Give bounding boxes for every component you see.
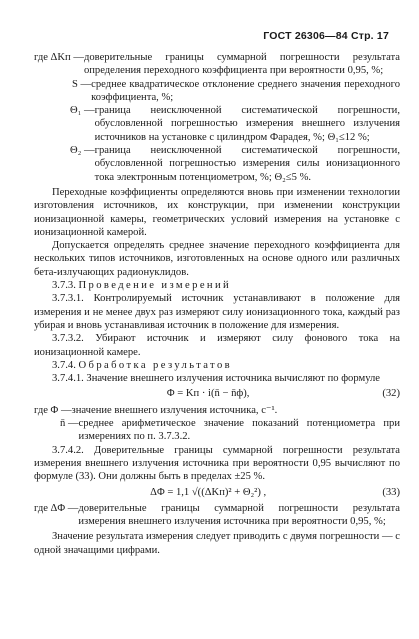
formula-number: (32) (382, 388, 400, 400)
paragraph-3-7-3-1: 3.7.3.1. Контролируемый источник устанавливают в положение для измерения и не менее двух раз измеряют силу ионизационного тока, каждый раз убирая и вновь устанавливая источник в положение для измерения. (34, 293, 400, 331)
definition-phi (34, 404, 400, 417)
paragraph-result: Значение результата измерения следует приводить с двумя погрешности — с одной значащими цифрами. (34, 531, 400, 556)
section-heading-3-7-3 (34, 279, 400, 292)
definition-n (34, 417, 400, 444)
definition-s (34, 78, 400, 105)
definition-theta1 (34, 104, 400, 144)
definition-term: где ΔΦ — (34, 502, 79, 514)
definition-delta-k (34, 51, 400, 78)
paragraph-3-7-4-2: 3.7.4.2. Доверительные границы суммарной погрешности результата измерения внешнего излучения источника при вероятности 0,95 вычисляют по формуле (33). Они должны быть в пределах ±25 %. (34, 444, 400, 483)
definition-term: где ΔKп — (34, 52, 84, 63)
formula-32 (34, 387, 400, 400)
paragraph-redefine: Переходные коэффициенты определяются вновь при изменении технологии изготовления источников, их конструкции, при изменении конструкции ионизационной камеры, геометрических условий измерения на установке с ионизационной камерой. (34, 186, 400, 238)
section-title: Проведение измерений (78, 280, 232, 292)
definition-text: граница неисключенной систематической погрешности, обусловленной погрешностью измерения внешнего излучения источников на установке с цилиндром Фарадея, %; Θ₁≤12 %; (94, 105, 400, 143)
paragraph-3-7-4-1: 3.7.4.1. Значение внешнего излучения источника вычисляют по формуле (52, 373, 381, 385)
formula-expression: ΔΦ = 1,1 √((ΔKп)² + Θ₂²) , (150, 486, 267, 498)
section-number: 3.7.3. (52, 280, 79, 292)
definition-text: среднее квадратическое отклонение среднего значения переходного коэффициента, %; (91, 78, 400, 103)
definition-text: значение внешнего излучения источника, с⁻¹. (71, 404, 278, 416)
definition-theta2 (34, 144, 400, 184)
paragraph-3-7-3-2: 3.7.3.2. Убирают источник и измеряют силу фонового тока на ионизационной камере. (34, 333, 400, 358)
page-content (34, 51, 400, 557)
definition-delta-phi (34, 502, 400, 529)
definition-text: среднее арифметическое значение показаний потенциометра при измерениях по п. 3.7.3.2. (78, 418, 400, 443)
definition-term: S — (72, 78, 92, 90)
definition-term: n̄ — (60, 418, 79, 430)
definition-text: граница неисключенной систематической погрешности, обусловленной погрешностью измерения силы ионизационного тока электронным потенциометром, %; Θ₂≤5 %. (94, 145, 400, 183)
formula-number: (33) (382, 486, 400, 498)
section-heading-3-7-4 (34, 359, 400, 372)
definition-term: Θ₁ — (70, 105, 95, 117)
formula-expression: Φ = Kп · i(n̄ − n̄ф), (166, 388, 250, 400)
definition-term: где Φ — (34, 404, 72, 416)
definition-term: Θ₂ — (70, 145, 95, 157)
paragraph-allowed: Допускается определять среднее значение переходного коэффициента для нескольких типов источников, изготовленных на основе одного или различных бета-излучающих радионуклидов. (34, 240, 400, 278)
formula-33 (34, 486, 400, 499)
section-number: 3.7.4. (52, 359, 79, 371)
definition-text: доверительные границы суммарной погрешности результата определения переходного коэффициента при вероятности 0,95, %; (83, 52, 400, 77)
page-header: ГОСТ 26306—84 Стр. 17 (263, 30, 389, 42)
section-title: Обработка результатов (78, 359, 233, 371)
definition-text: доверительные границы суммарной погрешности результата измерения внешнего излучения источника при вероятности 0,95, %; (78, 502, 400, 528)
